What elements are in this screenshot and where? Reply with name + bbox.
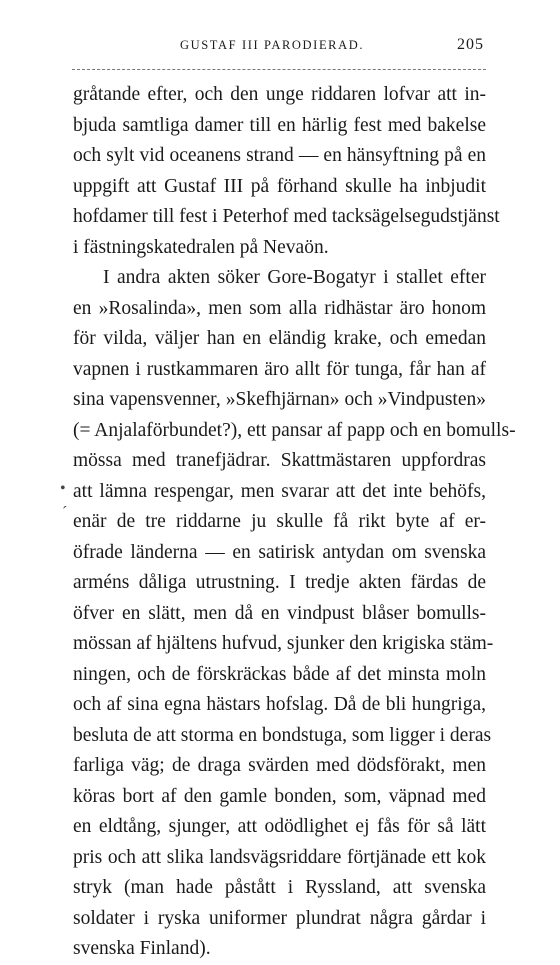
running-head: GUSTAF III PARODIERAD. (180, 38, 365, 52)
text-line: mössa med tranefjädrar. Skattmästaren uppfordras (73, 450, 486, 471)
text-line: soldater i ryska uniformer plundrat några gårdar i (73, 907, 486, 929)
text-line: hofdamer till fest i Peterhof med tacksägelsegudstjänst (73, 206, 500, 227)
page-header (70, 38, 488, 62)
text-line: uppgift att Gustaf III på förhand skulle ha inbjudit (73, 175, 486, 197)
text-line: en »Rosalinda», men som alla ridhästar äro honom (73, 297, 486, 319)
text-line: enär de tre riddarne ju skulle få rikt byte af er- (73, 511, 486, 532)
text-line: en eldtång, sjunger, att odödlighet ej fås för så lätt (73, 816, 486, 837)
text-line: ningen, och de förskräckas både af det minsta moln (73, 663, 486, 685)
paragraph (73, 263, 516, 965)
text-line: mössan af hjältens hufvud, sjunker den krigiska stäm- (73, 633, 494, 654)
text-line: (= Anjalaförbundet?), ett pansar af papp och en bomulls- (73, 419, 516, 441)
body-text (73, 80, 516, 965)
text-line: och sylt vid oceanens strand — en hänsyftning på en (73, 145, 486, 166)
text-line: svenska Finland). (73, 938, 211, 959)
text-line: öfver en slätt, men då en vindpust blåser bomulls- (73, 602, 486, 624)
text-line: bjuda samtliga damer till en härlig fest med bakelse (73, 114, 486, 136)
margin-bullet-mark: • (60, 480, 66, 497)
text-line: att lämna respengar, men svarar att det inte behöfs, (73, 480, 486, 502)
text-line: köras bort af den gamle bonden, som, väpnad med (73, 785, 486, 807)
page-number: 205 (457, 36, 484, 53)
text-line: stryk (man hade påstått i Ryssland, att svenska (73, 877, 486, 898)
header-rule (72, 69, 486, 70)
text-line: pris och att slika landsvägsriddare förtjänade ett kok (73, 846, 486, 868)
paragraph (73, 80, 500, 263)
text-line: vapnen i rustkammaren äro allt för tunga, får han af (73, 358, 486, 380)
text-line: arméns dåliga utrustning. I tredje akten färdas de (73, 572, 486, 593)
text-line: I andra akten söker Gore-Bogatyr i stallet efter (103, 267, 486, 288)
text-line: gråtande efter, och den unge riddaren lofvar att in- (73, 84, 486, 105)
text-line: för vilda, väljer han en eländig krake, och emedan (73, 328, 486, 349)
text-line: och af sina egna hästars hofslag. Då de bli hungriga, (73, 694, 486, 715)
text-line: besluta de att storma en bondstuga, som ligger i deras (73, 724, 492, 746)
text-line: farliga väg; de draga svärden med dödsförakt, men (73, 755, 486, 776)
text-line: i fästningskatedralen på Nevaön. (73, 236, 329, 258)
text-line: sina vapensvenner, »Skefhjärnan» och »Vindpusten» (73, 389, 486, 410)
text-line: öfrade länderna — en satirisk antydan om svenska (73, 541, 486, 563)
margin-tick-mark: ´ (62, 504, 68, 521)
